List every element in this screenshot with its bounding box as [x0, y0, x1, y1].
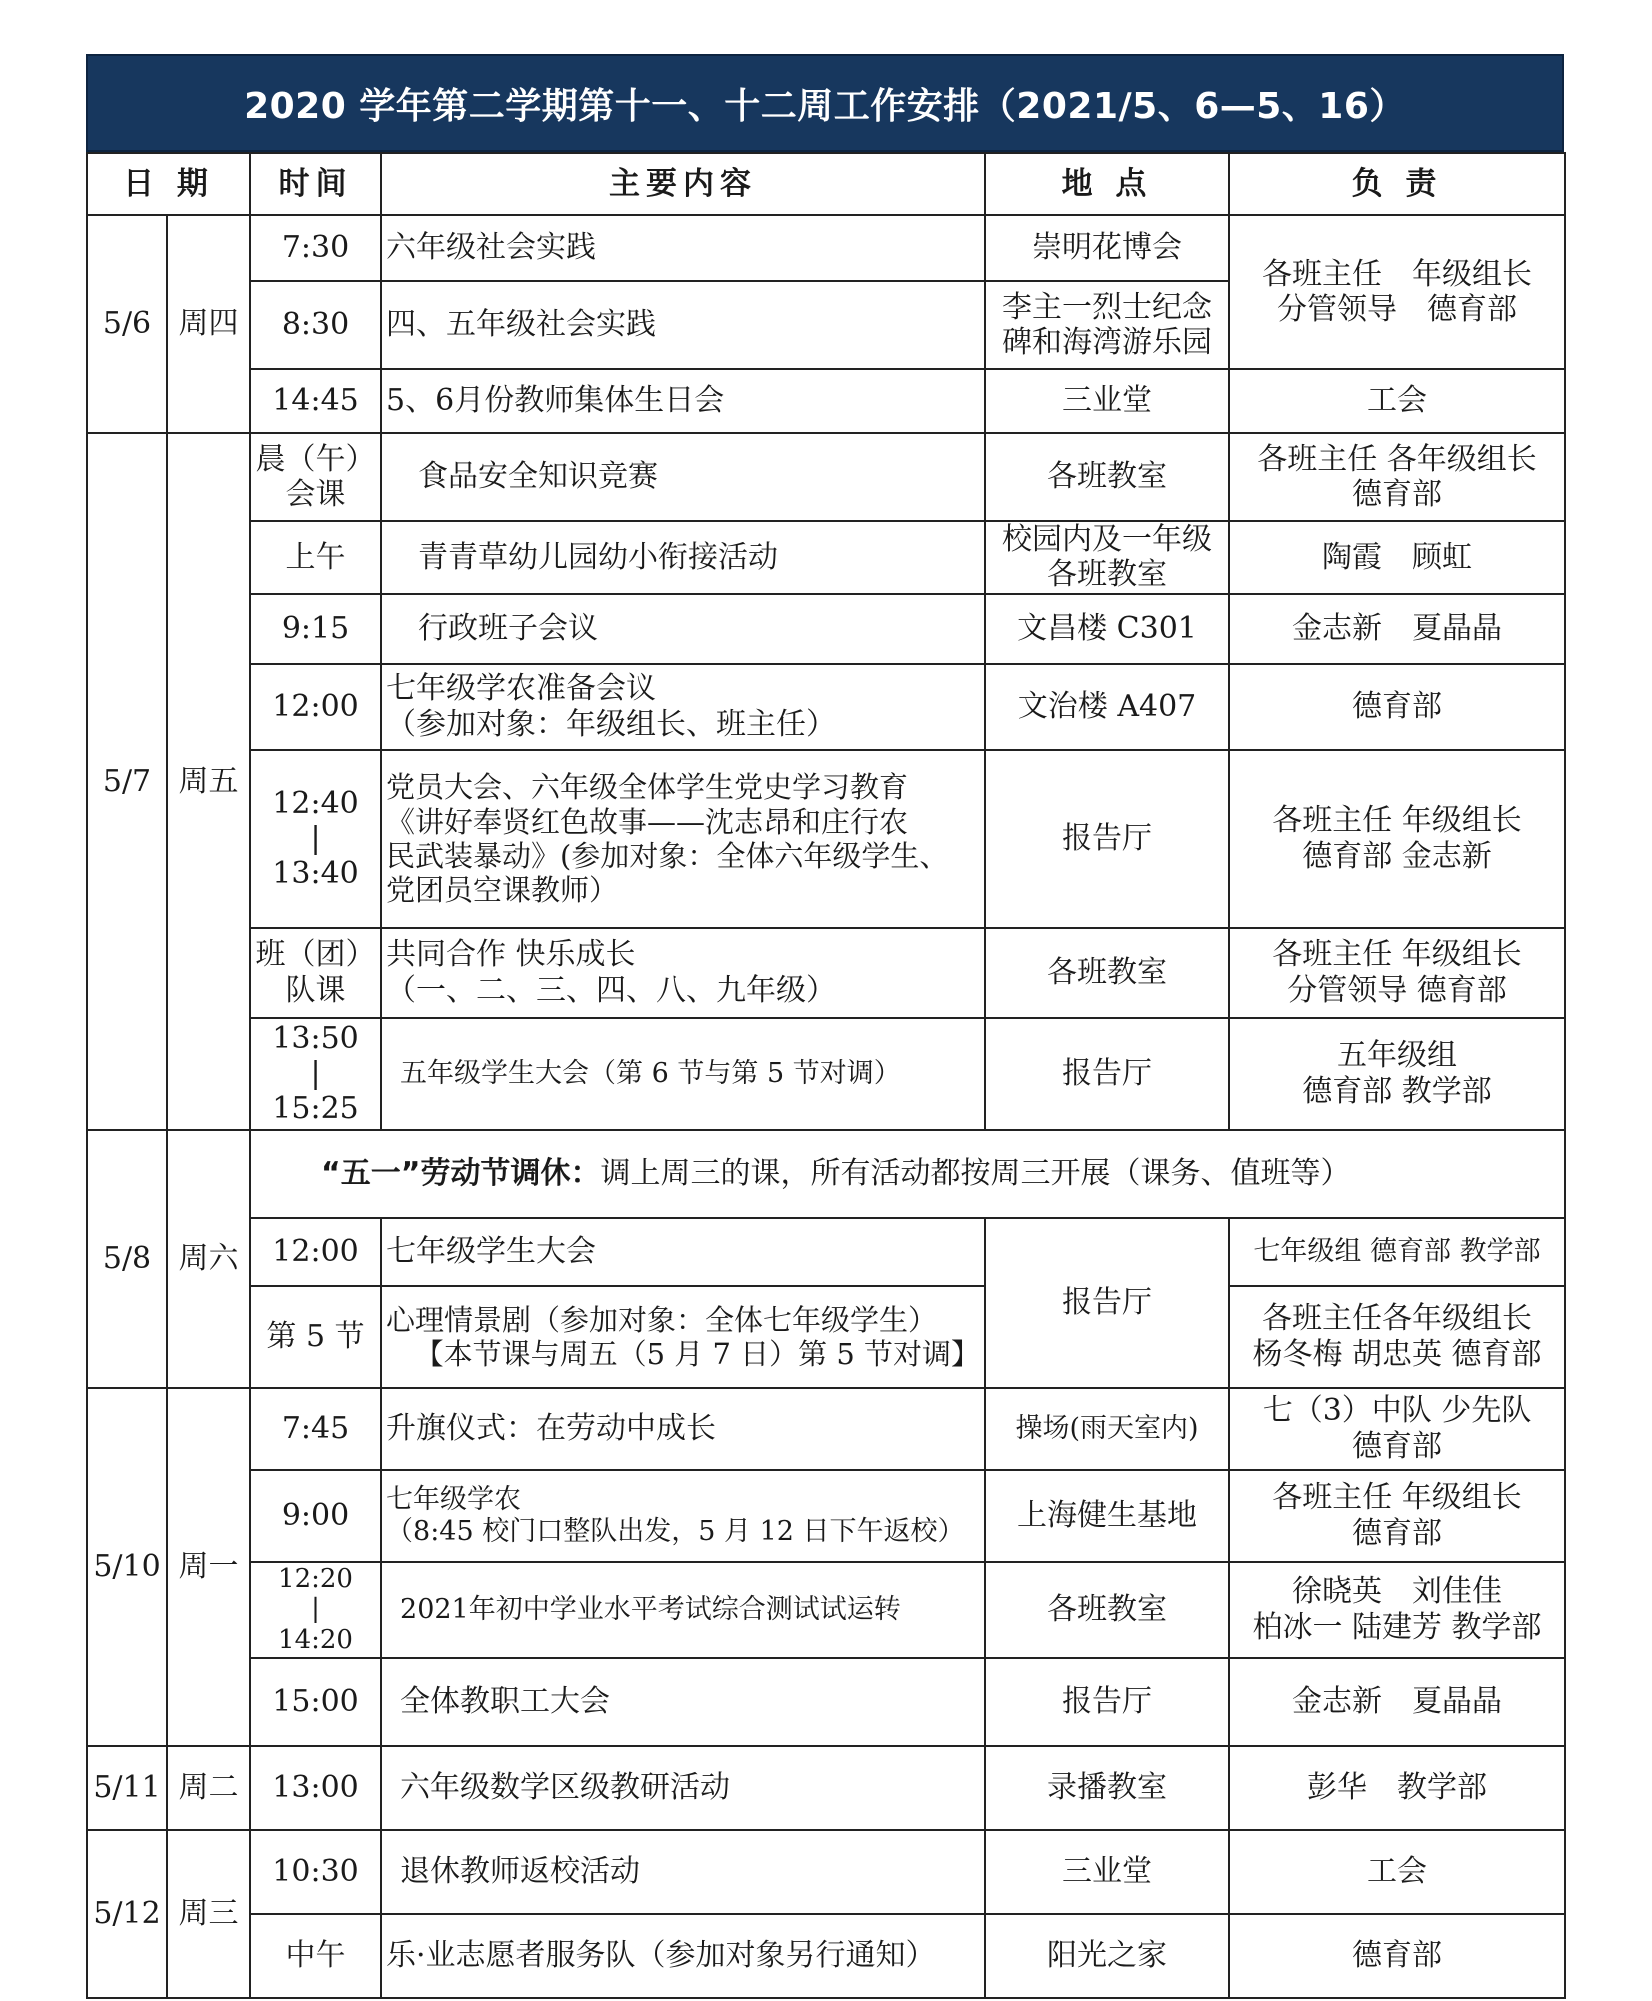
date-cell: 5/7 [87, 433, 167, 1130]
place-cell: 报告厅 [985, 1018, 1229, 1130]
place-cell: 操场(雨天室内) [985, 1388, 1229, 1470]
date-cell: 5/6 [87, 215, 167, 433]
table-row [87, 1470, 1565, 1562]
time-cell [250, 1562, 381, 1658]
time-cell: 中午 [250, 1914, 381, 1998]
table-row [87, 1830, 1565, 1914]
page-title: 2020 学年第二学期第十一、十二周工作安排（2021/5、6—5、16） [86, 54, 1564, 152]
time-cell: 7:30 [250, 215, 381, 281]
date-cell: 5/11 [87, 1746, 167, 1830]
weekday-cell: 周六 [167, 1130, 250, 1388]
time-cell: 9:15 [250, 594, 381, 664]
owner-cell [1229, 433, 1565, 521]
content-cell: 乐·业志愿者服务队（参加对象另行通知） [381, 1914, 985, 1998]
place-cell: 各班教室 [985, 928, 1229, 1018]
place-cell: 阳光之家 [985, 1914, 1229, 1998]
time-line: 班（团） [255, 937, 376, 973]
place-cell: 三业堂 [985, 1830, 1229, 1914]
time-line: | [311, 1594, 320, 1625]
place-line: 各班教室 [1047, 557, 1168, 593]
holiday-label: “五一”劳动节调休： [321, 1156, 601, 1192]
owner-cell [1229, 1388, 1565, 1470]
time-line: 13:50 [272, 1020, 359, 1056]
content-cell: 六年级社会实践 [381, 215, 985, 281]
place-cell: 各班教室 [985, 433, 1229, 521]
place-cell: 崇明花博会 [985, 215, 1229, 281]
time-cell: 8:30 [250, 281, 381, 369]
header-time: 时间 [250, 153, 381, 215]
table-row [87, 1658, 1565, 1746]
content-cell [381, 928, 985, 1018]
time-line: 会课 [285, 477, 346, 512]
place-cell: 各班教室 [985, 1562, 1229, 1658]
table-row [87, 1130, 1565, 1218]
table-row [87, 1562, 1565, 1658]
holiday-text: 调上周三的课，所有活动都按周三开展（课务、值班等） [600, 1156, 1351, 1192]
weekday-cell: 周一 [167, 1388, 250, 1746]
place-cell: 录播教室 [985, 1746, 1229, 1830]
schedule-sheet [86, 54, 1564, 1999]
place-cell: 文昌楼 C301 [985, 594, 1229, 664]
owner-cell: 工会 [1229, 1830, 1565, 1914]
owner-line: 徐晓英 刘佳佳 [1292, 1574, 1503, 1610]
time-line: 晨（午） [255, 441, 376, 477]
content-cell: 食品安全知识竞赛 [381, 433, 985, 521]
content-cell: 六年级数学区级教研活动 [381, 1746, 985, 1830]
content-cell: 青青草幼儿园幼小衔接活动 [381, 521, 985, 594]
owner-cell: 陶霞 顾虹 [1229, 521, 1565, 594]
owner-line: 分管领导 德育部 [1277, 292, 1518, 327]
owner-line: 德育部 [1352, 477, 1443, 512]
owner-cell [1229, 1470, 1565, 1562]
date-cell: 5/12 [87, 1830, 167, 1998]
schedule-table [86, 152, 1566, 1999]
content-line: 民武装暴动》(参加对象：全体六年级学生、 [386, 838, 949, 873]
time-line: 队课 [285, 972, 346, 1008]
place-cell [985, 281, 1229, 369]
place-line: 碑和海湾游乐园 [1002, 325, 1213, 360]
content-cell: 2021年初中学业水平考试综合测试试运转 [381, 1562, 985, 1658]
content-line: （8:45 校门口整队出发，5 月 12 日下午返校） [386, 1515, 965, 1547]
weekday-cell: 周三 [167, 1830, 250, 1998]
time-cell: 12:00 [250, 1218, 381, 1286]
time-cell: 7:45 [250, 1388, 381, 1470]
time-cell [250, 928, 381, 1018]
time-line: 13:40 [272, 856, 359, 892]
owner-cell: 彭华 教学部 [1229, 1746, 1565, 1830]
date-cell: 5/8 [87, 1130, 167, 1388]
time-line: | [310, 1056, 321, 1092]
table-row [87, 215, 1565, 281]
owner-cell [1229, 1286, 1565, 1388]
content-line: 【本节课与周五（5 月 7 日）第 5 节对调】 [414, 1336, 981, 1371]
table-row [87, 750, 1565, 928]
owner-line: 德育部 [1352, 1515, 1443, 1551]
place-cell: 报告厅 [985, 750, 1229, 928]
owner-line: 杨冬梅 胡忠英 德育部 [1252, 1336, 1542, 1372]
table-row [87, 1388, 1565, 1470]
content-cell: 退休教师返校活动 [381, 1830, 985, 1914]
owner-cell: 金志新 夏晶晶 [1229, 1658, 1565, 1746]
place-line: 李主一烈士纪念 [1002, 289, 1213, 325]
header-date: 日 期 [87, 153, 250, 215]
owner-line: 七（3）中队 少先队 [1262, 1393, 1532, 1429]
content-cell [381, 750, 985, 928]
table-row [87, 433, 1565, 521]
table-row [87, 521, 1565, 594]
owner-line: 各班主任 年级组长 [1262, 256, 1533, 292]
owner-line: 德育部 [1352, 1428, 1443, 1464]
owner-line: 分管领导 德育部 [1287, 972, 1507, 1008]
weekday-cell: 周四 [167, 215, 250, 433]
table-row [87, 1914, 1565, 1998]
owner-line: 各班主任 各年级组长 [1257, 441, 1537, 477]
header-owner: 负 责 [1229, 153, 1565, 215]
header-place: 地 点 [985, 153, 1229, 215]
time-cell: 9:00 [250, 1470, 381, 1562]
time-line: 12:40 [272, 785, 359, 821]
owner-line: 柏冰一 陆建芳 教学部 [1252, 1609, 1542, 1645]
header-row [87, 153, 1565, 215]
content-line: 《讲好奉贤红色故事——沈志昂和庄行农 [386, 804, 909, 839]
content-cell: 四、五年级社会实践 [381, 281, 985, 369]
place-cell: 报告厅 [985, 1218, 1229, 1388]
content-cell: 五年级学生大会（第 6 节与第 5 节对调） [381, 1018, 985, 1130]
place-line: 校园内及一年级 [1002, 522, 1213, 557]
time-cell [250, 1018, 381, 1130]
place-cell: 报告厅 [985, 1658, 1229, 1746]
time-cell: 上午 [250, 521, 381, 594]
time-cell [250, 433, 381, 521]
owner-cell: 工会 [1229, 369, 1565, 433]
time-line: 14:20 [278, 1625, 353, 1656]
content-line: 七年级学农 [386, 1483, 522, 1515]
content-line: （参加对象：年级组长、班主任） [386, 706, 837, 742]
content-line: 党员大会、六年级全体学生党史学习教育 [386, 770, 909, 805]
content-cell [381, 664, 985, 750]
time-cell: 12:00 [250, 664, 381, 750]
content-cell: 行政班子会议 [381, 594, 985, 664]
table-row [87, 664, 1565, 750]
content-cell: 升旗仪式：在劳动中成长 [381, 1388, 985, 1470]
owner-cell [1229, 215, 1565, 369]
place-cell: 文治楼 A407 [985, 664, 1229, 750]
weekday-cell: 周五 [167, 433, 250, 1130]
owner-cell: 金志新 夏晶晶 [1229, 594, 1565, 664]
table-row [87, 1746, 1565, 1830]
content-line: 七年级学农准备会议 [386, 671, 657, 707]
content-cell: 全体教职工大会 [381, 1658, 985, 1746]
owner-cell: 七年级组 德育部 教学部 [1229, 1218, 1565, 1286]
owner-cell: 德育部 [1229, 664, 1565, 750]
content-line: 心理情景剧（参加对象：全体七年级学生） [386, 1302, 938, 1337]
content-line: 共同合作 快乐成长 [386, 937, 636, 973]
content-cell: 5、6月份教师集体生日会 [381, 369, 985, 433]
owner-line: 德育部 教学部 [1302, 1073, 1492, 1109]
owner-cell: 德育部 [1229, 1914, 1565, 1998]
place-cell: 上海健生基地 [985, 1470, 1229, 1562]
table-row [87, 928, 1565, 1018]
owner-line: 五年级组 [1337, 1038, 1458, 1074]
content-cell: 七年级学生大会 [381, 1218, 985, 1286]
table-row [87, 1218, 1565, 1286]
table-row [87, 594, 1565, 664]
header-content: 主要内容 [381, 153, 985, 215]
place-cell: 三业堂 [985, 369, 1229, 433]
time-line: 12:20 [278, 1563, 353, 1594]
time-cell: 10:30 [250, 1830, 381, 1914]
table-row [87, 1018, 1565, 1130]
owner-line: 德育部 金志新 [1302, 838, 1492, 874]
owner-line: 各班主任 年级组长 [1272, 803, 1522, 839]
time-cell: 15:00 [250, 1658, 381, 1746]
place-cell [985, 521, 1229, 594]
owner-cell [1229, 1018, 1565, 1130]
date-cell: 5/10 [87, 1388, 167, 1746]
owner-cell [1229, 1562, 1565, 1658]
owner-line: 各班主任 年级组长 [1272, 937, 1522, 973]
content-cell [381, 1470, 985, 1562]
content-cell [381, 1286, 985, 1388]
time-line: | [310, 821, 321, 857]
table-row [87, 1286, 1565, 1388]
weekday-cell: 周二 [167, 1746, 250, 1830]
owner-cell [1229, 928, 1565, 1018]
time-cell: 13:00 [250, 1746, 381, 1830]
owner-line: 各班主任各年级组长 [1262, 1301, 1533, 1337]
time-cell [250, 750, 381, 928]
owner-line: 各班主任 年级组长 [1272, 1480, 1522, 1516]
time-line: 15:25 [272, 1091, 359, 1127]
holiday-note [250, 1130, 1565, 1218]
owner-cell [1229, 750, 1565, 928]
time-cell: 14:45 [250, 369, 381, 433]
table-row [87, 369, 1565, 433]
time-cell: 第 5 节 [250, 1286, 381, 1388]
content-line: （一、二、三、四、八、九年级） [386, 972, 837, 1008]
content-line: 党团员空课教师） [386, 873, 619, 907]
